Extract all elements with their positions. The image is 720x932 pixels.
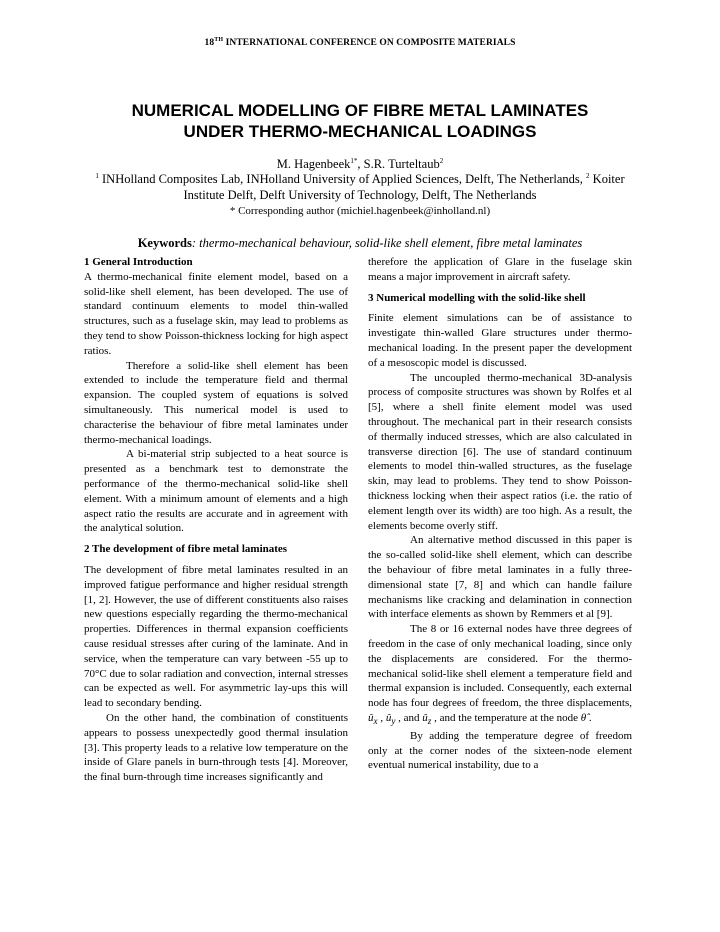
keywords — [0, 236, 720, 251]
section-1-paragraph-2: Therefore a solid-like shell element has been extended to include the temperature field and thermal expansion. The coupled system of equations is solved simultaneously. This numerical model is used to characterise the behaviour of fibre metal laminates under thermo-mechanical loadings. — [84, 359, 348, 446]
conf-name: INTERNATIONAL CONFERENCE ON COMPOSITE MATERIALS — [223, 38, 516, 48]
corresponding-author: * Corresponding author (michiel.hagenbeek@inholland.nl) — [229, 205, 491, 217]
section-1-paragraph-3: A bi-material strip subjected to a heat source is presented as a benchmark test to demonstrate the performance of the thermo-mechanical solid-like shell element. With a minimum amount of elements and a high aspect ratio the results are accurate and in agreement with the analytical solution. — [84, 448, 348, 535]
section-2-paragraph-1: The development of fibre metal laminates resulted in an improved fatigue performance and higher residual strength [1, 2]. However, the use of different constituents also raises new questions especially regarding the thermo-mechanical properties. Differences in thermal expansion coefficients cause residual stresses after curing of the laminate. And in service, when the temperature can vary between -55 up to 70°C due to solar radiation and convection, internal stresses can be expected as well. For asymmetric lay-ups this will lead to secondary bending. — [84, 563, 348, 710]
affil-1-sup: 1 — [95, 171, 99, 180]
keywords-text: thermo-mechanical behaviour, solid-like shell element, fibre metal laminates — [199, 236, 583, 250]
paragraph-4-text-a: The 8 or 16 external nodes have three degrees of freedom in the case of only mechanical loading, since only the displacements are considered. For the thermo-mechanical solid-like shell element a temperature field and thermal expansion is included. Consequently, each external node has four degrees of freedom, the three displacements, — [368, 623, 632, 710]
continued-paragraph: therefore the application of Glare in the fuselage skin means a major improvement in aircraft safety. — [368, 256, 632, 283]
paragraph-4-and: , and — [395, 711, 423, 724]
paragraph-4-text-b: , and the temperature at the node — [431, 711, 581, 724]
conference-header — [0, 38, 720, 48]
title-line-1: NUMERICAL MODELLING OF FIBRE METAL LAMINATES — [131, 101, 589, 120]
keywords-colon: : — [191, 236, 200, 250]
section-3-paragraph-4 — [368, 622, 632, 729]
section-3-heading: 3 Numerical modelling with the solid-like shell — [368, 291, 586, 304]
left-column — [84, 255, 348, 785]
section-2-paragraph-2: On the other hand, the combination of constituents appears to possess unexpectedly good thermal insulation [3]. This property leads to a relative low temperature on the inside of Glare panels in burn-through tests [4]. Moreover, the final burn-through time increases significantly and — [84, 711, 348, 784]
affil-1-text: INHolland Composites Lab, INHolland University of Applied Sciences, Delft, The Netherlands, — [98, 172, 587, 186]
paragraph-4-period: . — [586, 711, 592, 724]
author-2-sup: 2 — [439, 156, 444, 165]
section-3-paragraph-1: Finite element simulations can be of assistance to investigate thin-walled Glare structures under thermo-mechanical loading. In the present paper the development of a mesoscopic model is discussed. — [368, 312, 632, 369]
author-2: , S.R. Turteltaub — [357, 157, 440, 171]
symbol-u-x-sub: x — [373, 716, 378, 727]
conf-number: 18 — [204, 38, 215, 48]
section-3-paragraph-5: By adding the temperature degree of freedom only at the corner nodes of the sixteen-node element eventual numerical instability, due to a — [368, 729, 632, 772]
section-1-heading: 1 General Introduction — [84, 256, 193, 268]
section-2-heading: 2 The development of fibre metal laminates — [84, 543, 288, 556]
section-1-paragraph-1: A thermo-mechanical finite element model, based on a solid-like shell element, has been developed. The use of standard continuum elements to model thin-walled structures, such as a fuselage skin, may lead to problems as they tend to show Poisson-thickness locking for high aspect ratios. — [84, 270, 348, 357]
symbol-u-y-sub: y — [391, 716, 396, 727]
author-1: M. Hagenbeek — [276, 157, 351, 171]
keywords-label: Keywords — [137, 236, 192, 250]
paragraph-4-comma: , — [377, 711, 386, 724]
paper-title — [0, 100, 720, 142]
symbol-u-x: û — [368, 711, 374, 724]
conf-superscript: TH — [214, 36, 224, 43]
affiliations — [80, 171, 640, 203]
authors — [0, 157, 720, 172]
right-column — [368, 255, 632, 773]
author-1-sup: 1* — [350, 156, 358, 165]
symbol-u-y: û — [385, 711, 392, 724]
symbol-theta: θ̂ — [580, 711, 587, 724]
affil-2-sup: 2 — [586, 171, 590, 180]
section-3-paragraph-2: The uncoupled thermo-mechanical 3D-analysis process of composite structures was shown by Rolfes et al [5], where a shell finite element model was used throughout. The mechanical part in their research consists of thermally induced stresses, which are also calculated in transverse direction [6]. The use of standard continuum elements to model thin-walled structures, as the fuselage skin, may lead to problems. They tend to show Poisson-thickness locking when their aspect ratios (i.e. the ratio of element length over its width) are too high. As a result, the elements become overly stiff. — [368, 371, 632, 532]
affil-2-text: Koiter Institute Delft, Delft University of Technology, Delft, The Netherlands — [183, 172, 625, 202]
symbol-u-z-sub: z — [427, 716, 432, 727]
symbol-u-z: û — [422, 711, 428, 724]
title-line-2: UNDER THERMO-MECHANICAL LOADINGS — [183, 122, 537, 141]
section-3-paragraph-3: An alternative method discussed in this paper is the so-called solid-like shell element, which can describe the behaviour of fibre metal laminates in a fully three-dimensional state [7, 8] and which can handle failure mechanisms like cracking and delamination in connection with interface elements as shown by Remmers et al [9]. — [368, 534, 632, 621]
